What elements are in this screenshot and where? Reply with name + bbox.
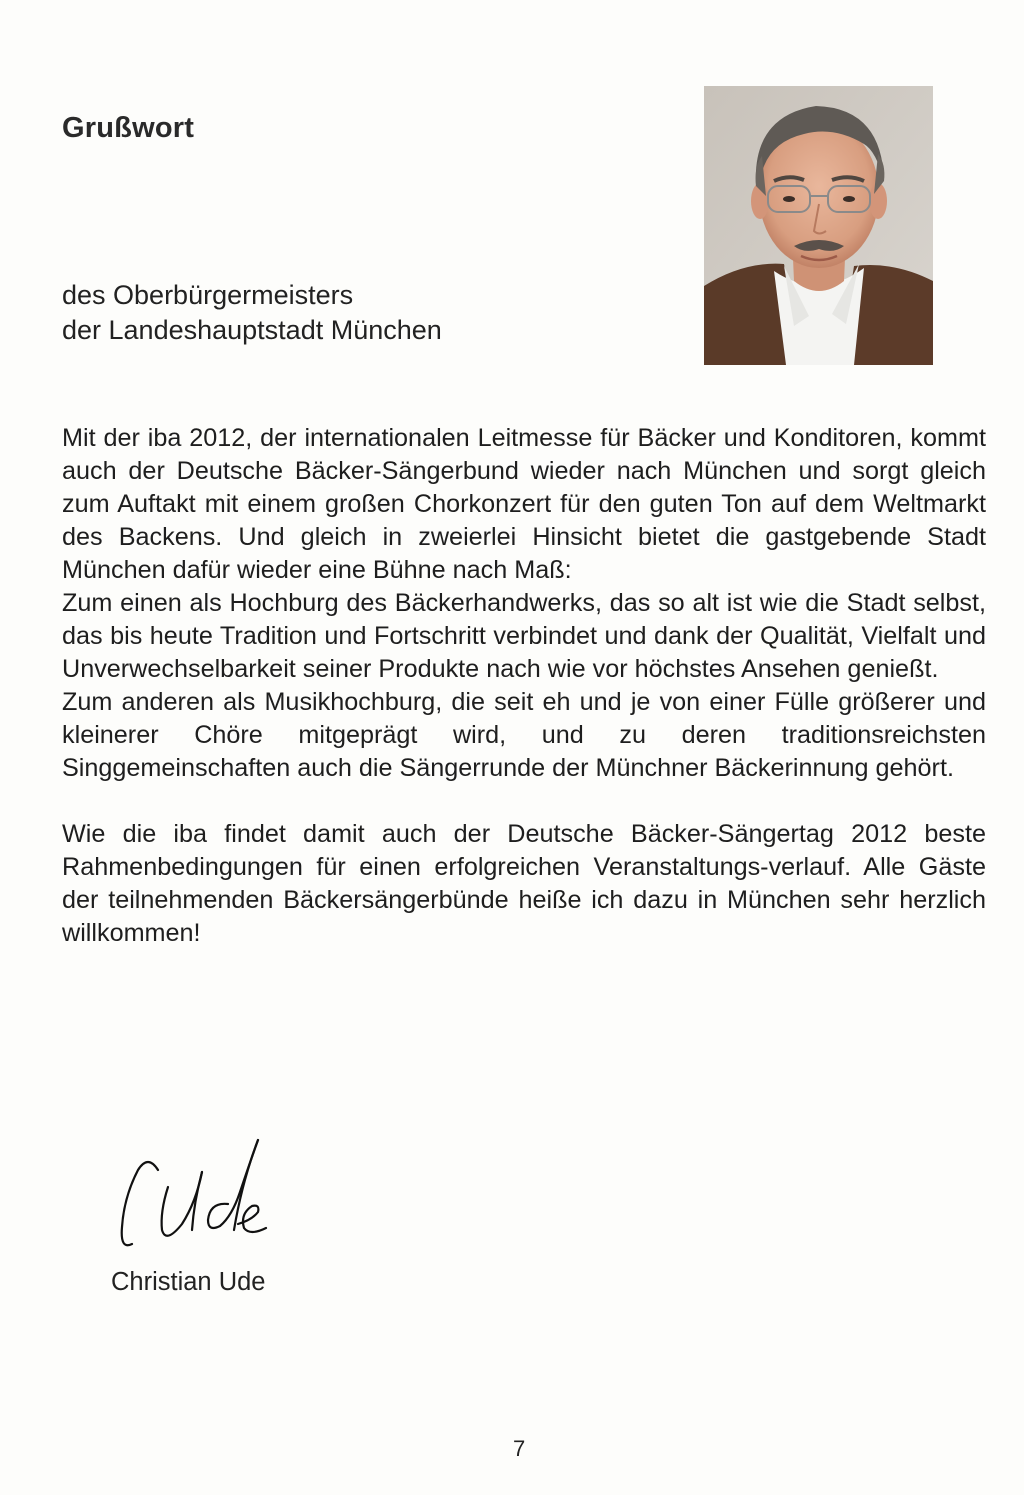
subtitle-line-2: der Landeshauptstadt München: [62, 315, 442, 345]
page-number: 7: [513, 1436, 526, 1461]
paragraph-4: Wie die iba findet damit auch der Deutsche Bäcker-Sängertag 2012 beste Rahmenbedingungen für einen erfolgreichen Veranstaltungs-verlauf. Alle Gäste der teilnehmenden Bäckersängerbünde heiße ich dazu in München sehr herzlich willkommen!: [62, 820, 986, 947]
paragraph-3: Zum anderen als Musikhochburg, die seit eh und je von einer Fülle größerer und kleinerer Chöre mitgeprägt wird, und zu deren traditionsreichsten Singgemeinschaften auch die Sängerrunde der Münchner Bäckerinnung gehört.: [62, 688, 986, 782]
handwritten-signature: [110, 1132, 290, 1262]
subtitle-line-1: des Oberbürgermeisters: [62, 280, 354, 310]
portrait-photo: [704, 86, 933, 365]
subtitle: [62, 278, 442, 348]
letter-body: [62, 422, 986, 950]
paragraph-2: Zum einen als Hochburg des Bäckerhandwerks, das so alt ist wie die Stadt selbst, das bis heute Tradition und Fortschritt verbindet und dank der Qualität, Vielfalt und Unverwechselbarkeit seiner Produkte nach wie vor höchstes Ansehen genießt.: [62, 589, 986, 683]
paragraph-1: Mit der iba 2012, der internationalen Leitmesse für Bäcker und Konditoren, kommt auch der Deutsche Bäcker-Sängerbund wieder nach München und sorgt gleich zum Auftakt mit einem großen Chorkonzert für den guten Ton auf dem Weltmarkt des Backens. Und gleich in zweierlei Hinsicht bietet die gastgebende Stadt München dafür wieder eine Bühne nach Maß:: [62, 424, 986, 584]
signer-name: Christian Ude: [111, 1268, 266, 1296]
page-title: Grußwort: [62, 112, 195, 144]
